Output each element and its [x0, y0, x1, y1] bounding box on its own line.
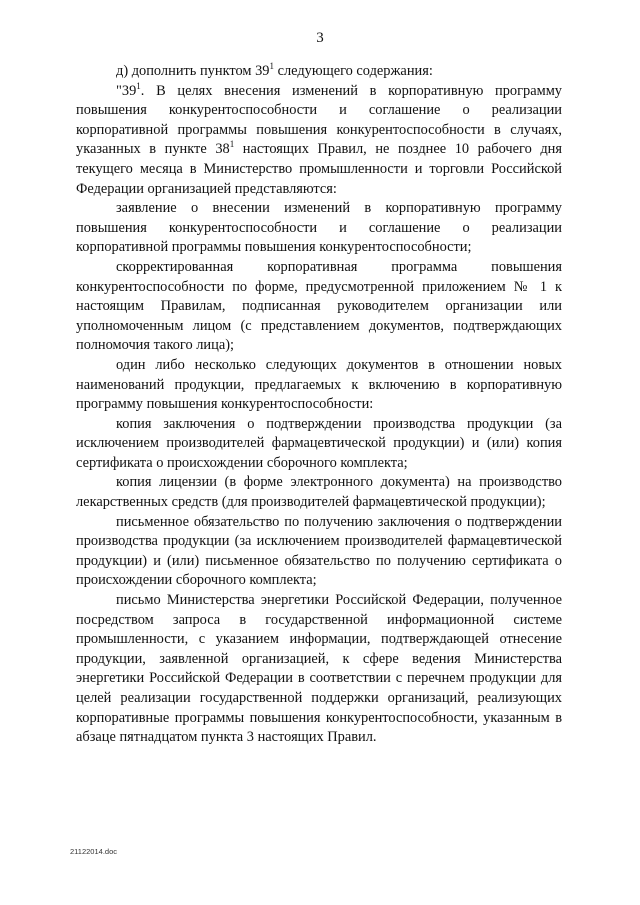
document-body [76, 62, 562, 748]
paragraph-documents-list: один либо несколько следующих документов в отношении новых наименований продукции, предлагаемых к включению в корпоративную программу повышения конкурентоспособности: [76, 356, 562, 413]
paragraph-application: заявление о внесении изменений в корпоративную программу повышения конкурентоспособности и соглашение о реализации корпоративной программы повышения конкурентоспособности; [76, 200, 562, 256]
paragraph-conclusion-copy: копия заключения о подтверждении производства продукции (за исключением производителей фармацевтической продукции) и (или) копия сертификата о происхождении сборочного комплекта; [76, 415, 562, 471]
paragraph-ministry-letter: письмо Министерства энергетики Российской Федерации, полученное посредством запроса в государственной информационной системе промышленности, с указанием информации, подтверждающей отнесение продукции, заявленной организацией, к сфере ведения Министерства энергетики Российской Федерации в соответствии с перечнем продукции для целей реализации государственной поддержки организаций, реализующих корпоративные программы повышения конкурентоспособности, указанным в абзаце пятнадцатом пункта 3 настоящих Правил. [76, 592, 562, 746]
paragraph-clause-39-1: "$39^1$. В целях внесения изменений в корпоративную программу повышения конкурентоспособности и соглашение о реализации корпоративной программы повышения конкурентоспособности в случаях, указанных в пункте $38^1$ настоящих Правил, не позднее 10 рабочего дня текущего месяца в Министерство промышленности и торговли Российской Федерации организацией представляются: [76, 80, 562, 197]
page-number: 3 [316, 30, 324, 46]
paragraph-license-copy: копия лицензии (в форме электронного документа) на производство лекарственных средств (для производителей фармацевтической продукции); [76, 474, 562, 511]
paragraph-adjusted-program: скорректированная корпоративная программа повышения конкурентоспособности по форме, предусмотренной приложением № 1 к настоящим Правилам, подписанная руководителем организации или уполномоченным лицом (с представлением документов, подтверждающих полномочия такого лица); [76, 258, 562, 354]
paragraph-written-obligation: письменное обязательство по получению заключения о подтверждении производства продукции (за исключением производителей фармацевтической продукции) и (или) письменное обязательство по получению сертификата о происхождении сборочного комплекта; [76, 513, 562, 589]
footer-filename: 21122014.doc [70, 847, 117, 856]
paragraph-amendment-intro: д) дополнить пунктом $39^1$ следующего содержания: [116, 61, 433, 79]
